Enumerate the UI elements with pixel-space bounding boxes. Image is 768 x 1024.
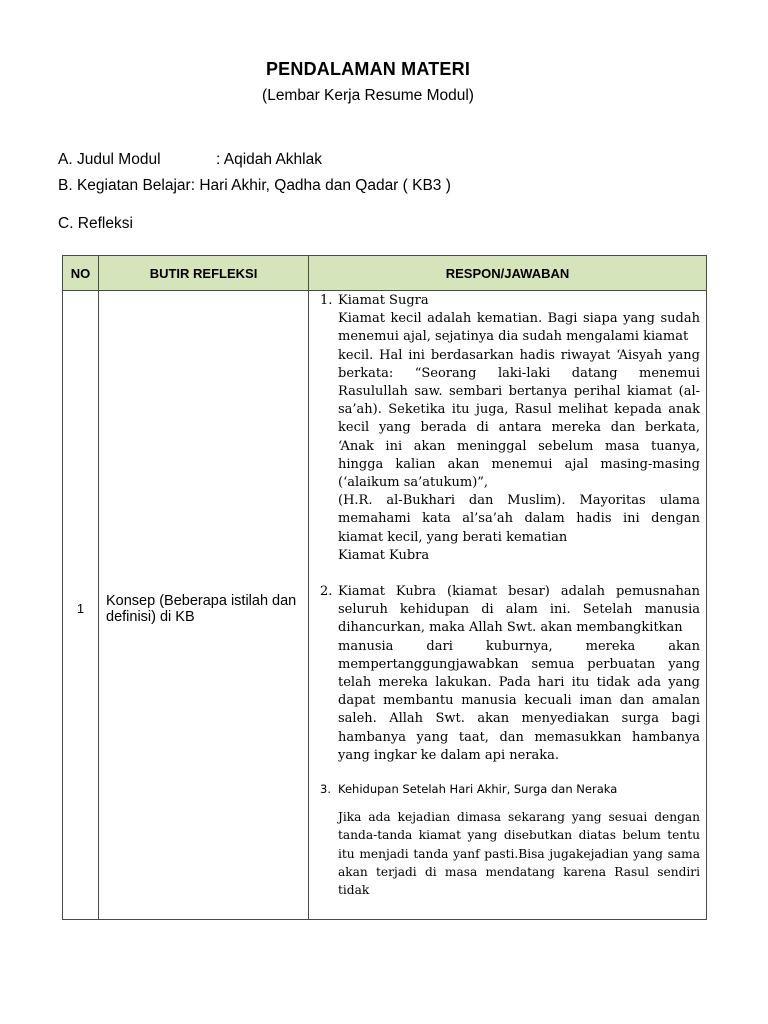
item-number: 3. <box>320 782 331 797</box>
kegiatan-belajar-label: B. Kegiatan Belajar <box>58 177 191 194</box>
response-item-2 <box>320 583 700 765</box>
table-row <box>63 291 707 920</box>
row-number: 1 <box>63 291 99 920</box>
item-paragraph: manusia dari kuburnya, mereka akan mempertanggungjawabkan semua perbuatan yang telah mereka lakukan. Pada hari itu tidak ada yang dapat membantu manusia kecuali iman dan amalan saleh. Allah Swt. akan menyediakan surga bagi hambanya yang taat, dan memasukkan hambanya yang ingkar ke dalam api neraka. <box>338 638 700 763</box>
refleksi-table <box>62 255 707 920</box>
page-title: PENDALAMAN MATERI <box>265 59 471 79</box>
item-number: 2. <box>320 584 333 600</box>
item-number: 1. <box>320 293 333 308</box>
response-item-3 <box>320 780 700 899</box>
refleksi-label: C. Refleksi <box>58 215 133 232</box>
respon-jawaban-cell <box>309 291 707 920</box>
header-respon-jawaban: RESPON/JAWABAN <box>309 256 707 291</box>
judul-modul-label: A. Judul Modul <box>58 151 161 168</box>
item-title: Kiamat Sugra <box>338 293 429 308</box>
judul-modul-row <box>58 151 322 169</box>
page-subtitle: (Lembar Kerja Resume Modul) <box>262 87 474 104</box>
item-paragraph: kecil. Hal ini berdasarkan hadis riwayat ‘Aisyah yang berkata: “Seorang laki-laki datang menemui Rasulullah saw. sembari bertanya perihal kiamat (al-sa’ah). Seketika itu juga, Rasul melihat kepada anak kecil yang berada di antara mereka dan berkata, ‘Anak ini akan meninggal sebelum masa tuanya, hingga kalian akan menemui ajal masing-masing (‘alaikum sa’atukum)”, <box>338 347 700 491</box>
response-item-1 <box>320 292 700 565</box>
item-paragraph: Jika ada kejadian dimasa sekarang yang sesuai dengan tanda-tanda kiamat yang disebutkan diatas belum tentu itu menjadi tanda yanf pasti.Bisa jugakejadian yang sama akan terjadi di masa mendatang karena Rasul sendiri tidak <box>338 810 700 898</box>
butir-refleksi-cell: Konsep (Beberapa istilah dan definisi) di KB <box>99 291 309 920</box>
item-title: Kehidupan Setelah Hari Akhir, Surga dan Neraka <box>338 782 618 797</box>
header-butir-refleksi: BUTIR REFLEKSI <box>99 256 309 291</box>
item-paragraph: Kiamat Kubra (kiamat besar) adalah pemusnahan seluruh kehidupan di alam ini. Setelah manusia dihancurkan, maka Allah Swt. akan membangkitkan <box>338 584 700 636</box>
item-paragraph: Kiamat kecil adalah kematian. Bagi siapa yang sudah menemui ajal, sejatinya dia sudah mengalami kiamat <box>338 311 700 345</box>
header-no: NO <box>63 256 99 291</box>
item-paragraph: (H.R. al-Bukhari dan Muslim). Mayoritas ulama memahami kata al’sa’ah dalam hadis ini dengan kiamat kecil, yang berati kematian <box>338 493 700 545</box>
item-paragraph: Kiamat Kubra <box>338 547 430 563</box>
kegiatan-belajar-row <box>58 177 451 195</box>
table-header-row <box>63 256 707 291</box>
judul-modul-value: : Aqidah Akhlak <box>216 151 322 168</box>
kegiatan-belajar-value: : Hari Akhir, Qadha dan Qadar ( KB3 ) <box>190 177 451 194</box>
